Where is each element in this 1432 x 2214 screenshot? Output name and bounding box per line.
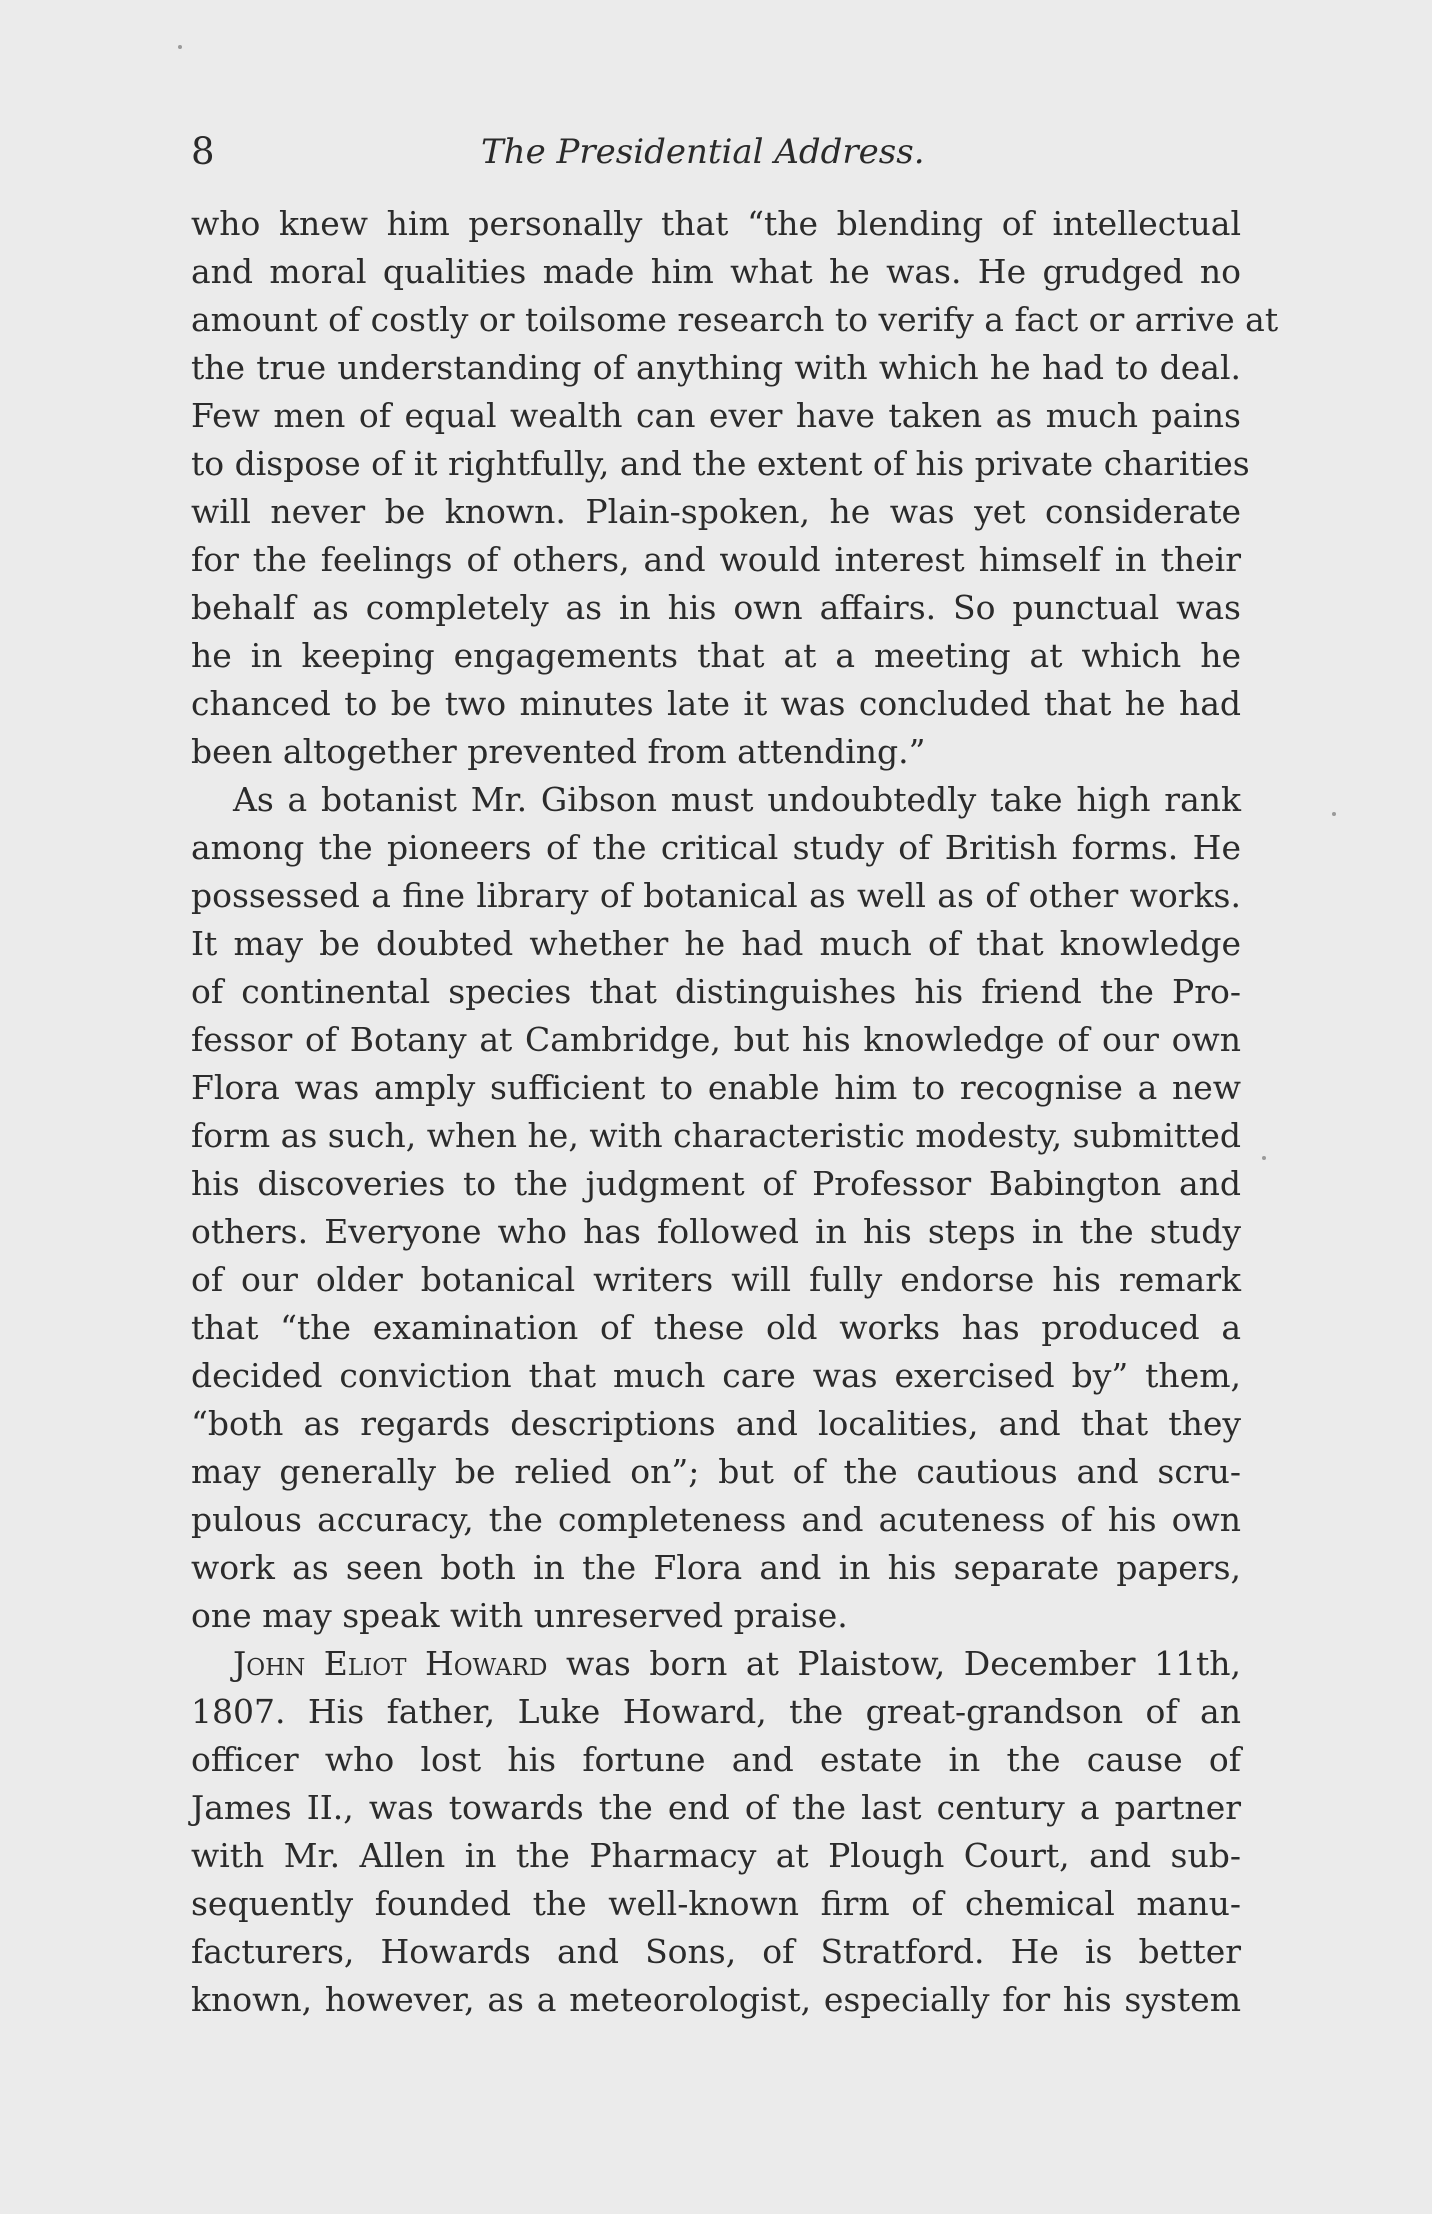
text-line: decided conviction that much care was exercised by” them, (191, 1356, 1241, 1395)
text-line: the true understanding of anything with which he had to deal. (191, 348, 1241, 387)
text-line: he in keeping engagements that at a meeting at which he (191, 636, 1241, 675)
text-line: chanced to be two minutes late it was concluded that he had (191, 684, 1241, 723)
person-name: John Eliot Howard (233, 1644, 548, 1683)
text-line: behalf as completely as in his own affairs. So punctual was (191, 588, 1241, 627)
paragraph-end-line: been altogether prevented from attending.” (191, 732, 926, 771)
text-line: fessor of Botany at Cambridge, but his knowledge of our own (191, 1020, 1241, 1059)
paper-speck (178, 45, 182, 49)
text-line: Flora was amply sufficient to enable him to recognise a new (191, 1068, 1241, 1107)
text-line: for the feelings of others, and would interest himself in their (191, 540, 1241, 579)
text-line: work as seen both in the Flora and in his separate papers, (191, 1548, 1241, 1587)
text-line: of continental species that distinguishes his friend the Pro- (191, 972, 1241, 1011)
text-line: will never be known. Plain-spoken, he was yet considerate (191, 492, 1241, 531)
text-line: his discoveries to the judgment of Professor Babington and (191, 1164, 1241, 1203)
text-line: may generally be relied on”; but of the cautious and scru- (191, 1452, 1241, 1491)
text-line: officer who lost his fortune and estate in the cause of (191, 1740, 1241, 1779)
text-line: of our older botanical writers will fully endorse his remark (191, 1260, 1241, 1299)
text-segment: was born at Plaistow, December 11th, (547, 1644, 1242, 1683)
text-line: with Mr. Allen in the Pharmacy at Plough Court, and sub- (191, 1836, 1241, 1875)
text-line: Few men of equal wealth can ever have taken as much pains (191, 396, 1241, 435)
text-line: James II., was towards the end of the last century a partner (191, 1788, 1241, 1827)
paragraph-start-line (191, 1640, 1241, 1688)
text-line: to dispose of it rightfully, and the extent of his private charities (191, 444, 1250, 483)
text-line: sequently founded the well-known firm of chemical manu- (191, 1884, 1241, 1923)
page-number: 8 (191, 130, 215, 173)
text-line: It may be doubted whether he had much of that knowledge (191, 924, 1241, 963)
text-line: pulous accuracy, the completeness and acuteness of his own (191, 1500, 1241, 1539)
body-text (191, 200, 1279, 2024)
text-line: others. Everyone who has followed in his steps in the study (191, 1212, 1241, 1251)
paper-speck (1262, 1156, 1266, 1160)
text-line: and moral qualities made him what he was. He grudged no (191, 252, 1241, 291)
text-line: who knew him personally that “the blending of intellectual (191, 204, 1241, 243)
page-header (191, 122, 1241, 182)
paper-speck (1332, 812, 1336, 816)
text-line: facturers, Howards and Sons, of Stratford. He is better (191, 1932, 1241, 1971)
text-line: “both as regards descriptions and localities, and that they (191, 1404, 1241, 1443)
text-line: among the pioneers of the critical study of British forms. He (191, 828, 1241, 867)
paragraph-start-line: As a botanist Mr. Gibson must undoubtedly take high rank (233, 780, 1241, 819)
running-title: The Presidential Address. (481, 132, 925, 172)
text-line: form as such, when he, with characteristic modesty, submitted (191, 1116, 1241, 1155)
text-line: amount of costly or toilsome research to verify a fact or arrive at (191, 300, 1279, 339)
text-line: that “the examination of these old works has produced a (191, 1308, 1241, 1347)
text-line: known, however, as a meteorologist, especially for his system (191, 1980, 1241, 2019)
text-line: 1807. His father, Luke Howard, the great-grandson of an (191, 1692, 1241, 1731)
paragraph-end-line: one may speak with unreserved praise. (191, 1596, 848, 1635)
text-line: possessed a fine library of botanical as well as of other works. (191, 876, 1241, 915)
